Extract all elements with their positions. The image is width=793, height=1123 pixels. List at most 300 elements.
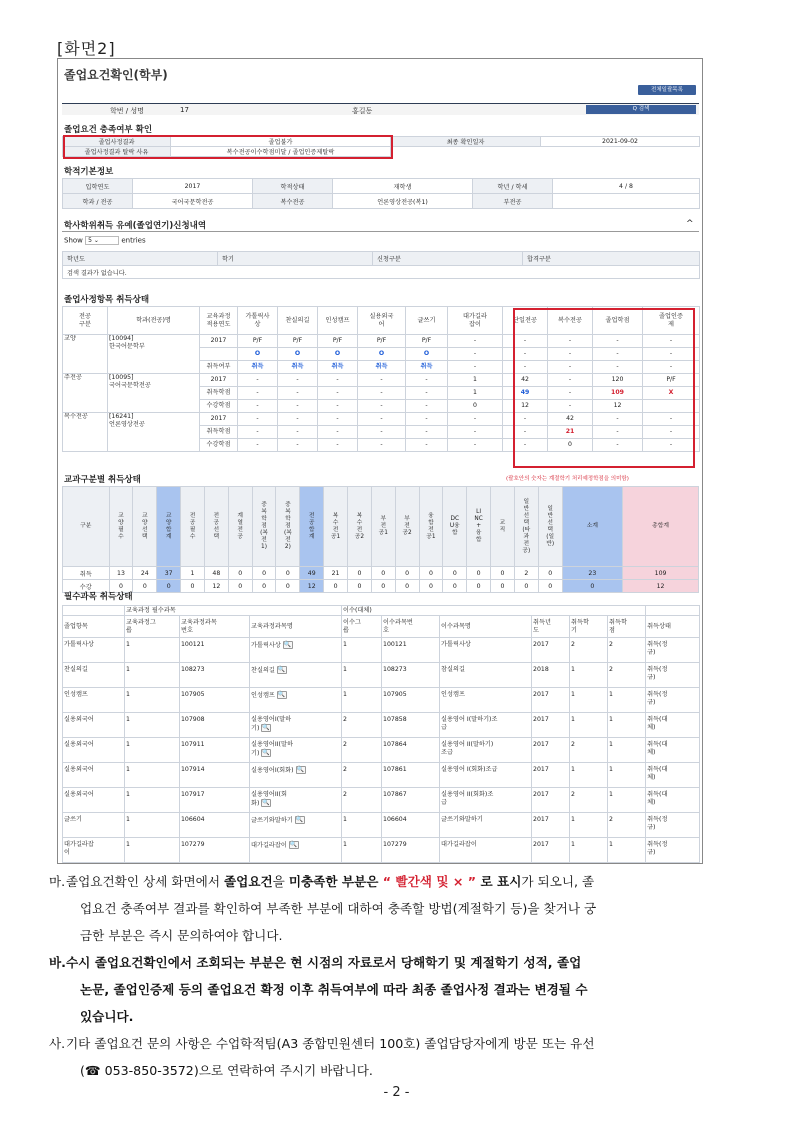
status-cell: P/F — [406, 335, 448, 348]
note-ma-text-a: 졸업요건확인 상세 화면에서 — [66, 874, 224, 889]
table-header-cell: 교육과정그 룹 — [125, 616, 180, 638]
status-cell: - — [406, 439, 448, 452]
status-cell: - — [238, 374, 278, 387]
status-cell: 2017 — [200, 413, 238, 426]
required-cell: 취득(정 규) — [646, 688, 700, 713]
grade-label: 학년 / 학세 — [473, 179, 553, 194]
status-cell: - — [643, 426, 700, 439]
required-cell: 2017 — [532, 763, 570, 788]
section-dept: [10094] 한국어문학부 — [108, 335, 200, 374]
table-header-cell: 졸업인증 제 — [643, 307, 700, 335]
search-label: 학번 / 성명 — [110, 107, 144, 115]
course-name: 가톨릭사상 — [251, 642, 281, 649]
category-cell: 49 — [300, 567, 324, 580]
required-cell: 실용영어 II(말하기) 조급 — [440, 738, 532, 763]
note-ba-line3: 있습니다. — [80, 1009, 134, 1024]
required-cell: 1 — [125, 763, 180, 788]
status-cell: 수강학점 — [200, 400, 238, 413]
required-cell: 106604 — [382, 813, 440, 838]
required-cell: 2 — [608, 663, 646, 688]
category-cell: 109 — [623, 567, 699, 580]
status-cell: - — [503, 439, 548, 452]
status-cell: - — [278, 374, 318, 387]
required-cell: 취득(정 규) — [646, 638, 700, 663]
minor-label: 부전공 — [473, 194, 553, 209]
required-cell: 가톨릭사상 — [63, 638, 125, 663]
required-cell: 107279 — [382, 838, 440, 863]
status-cell: - — [643, 335, 700, 348]
table-row — [63, 713, 700, 738]
required-cell: 실용외국어 — [63, 738, 125, 763]
note-ba-line1: 수시 졸업요건확인에서 조회되는 부분은 현 시점의 자료로서 당해학기 및 계절학기 성적, 졸업 — [66, 955, 582, 970]
table-header-cell: 교 양 필 수 — [109, 487, 133, 567]
status-cell: - — [548, 361, 593, 374]
table-header-cell: 교 양 합 계 — [157, 487, 181, 567]
category-cell: 2 — [514, 567, 538, 580]
note-sa-line2: (☎ 053-850-3572)으로 연락하여 주시기 바랍니다. — [80, 1063, 373, 1078]
required-cell: 취득(정 규) — [646, 663, 700, 688]
note-ma-text-c: 을 — [272, 874, 289, 889]
required-cell: 107914 — [180, 763, 250, 788]
date-value: 2021-09-02 — [541, 137, 700, 147]
search-icon[interactable]: 🔍 — [283, 641, 292, 648]
table-header-cell: 가톨릭사 상 — [238, 307, 278, 335]
required-cell: 107905 — [180, 688, 250, 713]
required-cell: 1 — [570, 688, 608, 713]
entries-select[interactable]: 5 ⌄ — [85, 236, 119, 245]
student-no-input[interactable]: 17 — [180, 106, 189, 114]
date-label: 최종 확인일자 — [391, 137, 541, 147]
status-cell: - — [318, 374, 358, 387]
highlight-box-result — [63, 135, 393, 159]
search-icon[interactable]: 🔍 — [262, 723, 270, 731]
course-name: 찬실의길 — [251, 667, 275, 674]
category-cell: 0 — [133, 580, 157, 593]
status-cell: - — [358, 413, 406, 426]
required-cell: 1 — [608, 838, 646, 863]
list-all-button[interactable]: 전체일괄목록 — [638, 85, 696, 95]
screenshot-frame — [57, 58, 703, 864]
table-header-cell: 교 양 선 택 — [133, 487, 157, 567]
required-cell: 108273 — [382, 663, 440, 688]
status-cell: - — [318, 439, 358, 452]
table-header-cell: 취득년 도 — [532, 616, 570, 638]
table-header-cell: 취득학 기 — [570, 616, 608, 638]
required-cell — [250, 763, 342, 788]
table-header-cell — [63, 606, 125, 616]
extension-header-row — [63, 252, 700, 266]
category-cell: 취득 — [63, 567, 110, 580]
required-cell: 2017 — [532, 688, 570, 713]
page-title: 졸업요건확인(학부) — [64, 68, 168, 82]
required-cell: 대가길라잡 이 — [63, 838, 125, 863]
table-row — [63, 688, 700, 713]
note-ma-line2: 업요건 충족여부 결과를 확인하여 부족한 부분에 대하여 충족할 방법(계절학기 등)을 찾거나 궁 — [80, 901, 597, 916]
status-cell: - — [503, 426, 548, 439]
table-header-cell: 계 열 전 공 — [228, 487, 252, 567]
status-cell: 취득학점 — [200, 387, 238, 400]
status-cell: 취득 — [358, 361, 406, 374]
reason-value: 복수전공이수학점미달 / 졸업인증제탈락 — [171, 147, 391, 157]
status-cell: - — [406, 413, 448, 426]
status-cell: P/F — [358, 335, 406, 348]
table-header-cell: 단일전공 — [503, 307, 548, 335]
category-cell: 0 — [252, 567, 276, 580]
table-header-cell: 소계 — [562, 487, 623, 567]
status-label: 학적상태 — [253, 179, 333, 194]
search-icon[interactable]: 🔍 — [289, 841, 298, 848]
search-icon[interactable]: 🔍 — [262, 798, 270, 806]
category-cell: 0 — [538, 567, 562, 580]
course-name: 실용영어II(말하 기) — [251, 741, 293, 757]
result-label: 졸업사정결과 — [63, 137, 171, 147]
category-cell: 48 — [204, 567, 228, 580]
required-cell: 1 — [608, 788, 646, 813]
required-cell: 실용영어 I(회화)조급 — [440, 763, 532, 788]
status-cell: 0 — [548, 439, 593, 452]
note-sa-line1: 기타 졸업요건 문의 사항은 수업학적팀(A3 종합민원센터 100호) 졸업담당자에게 방문 또는 유선 — [66, 1036, 595, 1051]
status-cell: - — [358, 400, 406, 413]
required-cell: 취득(대 체) — [646, 763, 700, 788]
table-header-cell: 전공 구분 — [63, 307, 108, 335]
required-cell: 2 — [342, 738, 382, 763]
status-cell: - — [238, 400, 278, 413]
required-cell: 107858 — [382, 713, 440, 738]
table-header-row — [63, 487, 699, 567]
table-row — [63, 838, 700, 863]
entry-year: 2017 — [133, 179, 253, 194]
student-name-input[interactable]: 홍길동 — [352, 107, 373, 115]
category-cell: 12 — [623, 580, 699, 593]
status-cell: 취득 — [318, 361, 358, 374]
table-header-cell: 전 공 합 계 — [300, 487, 324, 567]
note-ma-text-f: 로 표시 — [476, 874, 522, 889]
status-cell: - — [358, 387, 406, 400]
entries-value: 5 — [88, 237, 92, 244]
entries-label: entries — [121, 236, 146, 245]
category-cell: 0 — [419, 567, 443, 580]
required-cell: 1 — [570, 763, 608, 788]
status: 재학생 — [333, 179, 473, 194]
required-cell — [250, 838, 342, 863]
table-header-cell: 이수과목번 호 — [382, 616, 440, 638]
required-cell: 실용영어 II(회화)조 급 — [440, 788, 532, 813]
result-value: 졸업불가 — [171, 137, 391, 147]
table-header-cell: 교육과정과목명 — [250, 616, 342, 638]
required-cell: 2 — [342, 713, 382, 738]
search-icon[interactable]: 🔍 — [296, 766, 304, 773]
table-header-cell: 이수그 룹 — [342, 616, 382, 638]
highlight-box-status — [513, 308, 695, 468]
required-cell: 2 — [570, 638, 608, 663]
category-note: (괄호안의 숫자는 계절학기 처리예정학점을 의미함) — [506, 476, 629, 482]
required-cell: 1 — [125, 813, 180, 838]
required-cell: 107917 — [180, 788, 250, 813]
course-name: 글쓰기와말하기 — [251, 817, 293, 824]
required-cell: 1 — [342, 838, 382, 863]
status-cell: - — [548, 348, 593, 361]
required-cell: 취득(정 규) — [646, 838, 700, 863]
section-type: 교양 — [63, 335, 108, 374]
major-label: 학과 / 전공 — [63, 194, 133, 209]
status-cell: 49 — [503, 387, 548, 400]
required-cell: 107279 — [180, 838, 250, 863]
category-cell: 0 — [491, 580, 515, 593]
category-cell: 0 — [228, 580, 252, 593]
status-cell: - — [448, 439, 503, 452]
required-cell: 2017 — [532, 788, 570, 813]
status-cell: - — [318, 387, 358, 400]
required-cell: 100121 — [382, 638, 440, 663]
table-row — [63, 788, 700, 813]
category-cell: 0 — [491, 567, 515, 580]
status-cell: 21 — [548, 426, 593, 439]
required-cell: 1 — [125, 738, 180, 763]
required-cell: 1 — [125, 713, 180, 738]
note-sa-marker: 사. — [49, 1036, 66, 1051]
status-cell: - — [448, 426, 503, 439]
status-cell: - — [643, 361, 700, 374]
required-cell: 2017 — [532, 838, 570, 863]
status-cell: P/F — [238, 335, 278, 348]
category-cell: 12 — [300, 580, 324, 593]
required-cell: 2017 — [532, 813, 570, 838]
section-type: 주전공 — [63, 374, 108, 413]
required-cell: 1 — [125, 663, 180, 688]
note-ma-text-g: 가 되오니, 졸 — [521, 874, 595, 889]
search-icon[interactable]: 🔍 — [295, 816, 304, 823]
status-cell: - — [548, 374, 593, 387]
required-cell: 2 — [342, 763, 382, 788]
required-cell: 글쓰기와말하기 — [440, 813, 532, 838]
required-cell: 2017 — [532, 638, 570, 663]
table-header-cell: 실용외국 어 — [358, 307, 406, 335]
status-cell: - — [643, 348, 700, 361]
required-cell: 107867 — [382, 788, 440, 813]
required-cell: 1 — [608, 713, 646, 738]
category-cell: 0 — [538, 580, 562, 593]
note-sa — [49, 1030, 736, 1084]
table-header-cell: 전 공 선 택 — [204, 487, 228, 567]
note-ma-marker: 마. — [49, 874, 66, 889]
category-title: 교과구분별 취득상태 — [64, 475, 141, 485]
required-cell: 107911 — [180, 738, 250, 763]
status-cell: P/F — [643, 374, 700, 387]
table-header-cell: 부 전 공2 — [395, 487, 419, 567]
basic-table — [62, 178, 700, 209]
required-cell: 1 — [342, 688, 382, 713]
category-cell: 0 — [395, 567, 419, 580]
group-header: 이수(대체) — [342, 606, 646, 616]
table-header-cell: 취득학 점 — [608, 616, 646, 638]
extension-table — [62, 251, 700, 279]
note-ma-line3: 금한 부분은 즉시 문의하여야 합니다. — [80, 928, 283, 943]
required-cell: 1 — [608, 738, 646, 763]
search-button[interactable]: Q 검색 — [586, 105, 696, 114]
status-cell: - — [503, 335, 548, 348]
empty-message: 검색 결과가 없습니다. — [63, 266, 700, 279]
search-bar — [62, 103, 699, 115]
required-cell: 가톨릭사상 — [440, 638, 532, 663]
entry-year-label: 입학연도 — [63, 179, 133, 194]
required-cell — [250, 688, 342, 713]
category-cell: 0 — [347, 580, 371, 593]
required-cell: 실용영어 I(말하기)조 급 — [440, 713, 532, 738]
table-header-cell: 복수전공 — [548, 307, 593, 335]
required-cell: 실용외국어 — [63, 713, 125, 738]
status-cell: 12 — [503, 400, 548, 413]
show-label: Show — [64, 236, 83, 245]
required-cell — [250, 663, 342, 688]
required-cell: 1 — [570, 838, 608, 863]
table-row — [63, 580, 699, 593]
table-header-cell: LI NC + 융 합 — [467, 487, 491, 567]
extension-title: 학사학위취득 유예(졸업연기)신청내역 — [64, 221, 207, 231]
category-cell: 0 — [395, 580, 419, 593]
status-cell: - — [643, 413, 700, 426]
table-row — [63, 663, 700, 688]
required-cell: 1 — [342, 663, 382, 688]
status-cell: 0 — [448, 400, 503, 413]
table-header-cell: 교육과정 적용연도 — [200, 307, 238, 335]
search-icon[interactable]: 🔍 — [262, 748, 270, 756]
required-cell: 찬실의길 — [63, 663, 125, 688]
category-cell: 24 — [133, 567, 157, 580]
status-cell: - — [448, 361, 503, 374]
status-cell: - — [318, 413, 358, 426]
required-cell: 107908 — [180, 713, 250, 738]
status-cell: - — [278, 400, 318, 413]
table-header-cell: 일 반 선 택 (일 반) — [538, 487, 562, 567]
category-cell: 0 — [467, 567, 491, 580]
table-header-cell: 대가길라 잡이 — [448, 307, 503, 335]
table-group-row — [63, 606, 700, 616]
required-cell: 1 — [125, 788, 180, 813]
category-cell: 0 — [252, 580, 276, 593]
required-cell: 107864 — [382, 738, 440, 763]
category-cell: 0 — [347, 567, 371, 580]
required-cell: 취득(대 체) — [646, 713, 700, 738]
status-cell: 수강학점 — [200, 439, 238, 452]
required-cell: 글쓰기 — [63, 813, 125, 838]
status-cell: X — [643, 387, 700, 400]
course-name: 실용영어II(회 화) — [251, 791, 287, 807]
status-cell: - — [593, 413, 643, 426]
table-header-cell: 총합계 — [623, 487, 699, 567]
status-cell: - — [278, 413, 318, 426]
category-cell: 0 — [228, 567, 252, 580]
table-header-cell: 중 복 학 점 (복 전 2) — [276, 487, 300, 567]
required-cell: 1 — [342, 813, 382, 838]
table-header-cell: 이수과목명 — [440, 616, 532, 638]
note-ma-text-b: 졸업요건 — [224, 874, 273, 889]
required-cell: 실용외국어 — [63, 763, 125, 788]
required-cell: 인성캠프 — [440, 688, 532, 713]
status-cell: - — [406, 426, 448, 439]
table-header-cell: 구분 — [63, 487, 110, 567]
category-cell: 0 — [419, 580, 443, 593]
status-cell: - — [278, 439, 318, 452]
status-cell: 1 — [448, 387, 503, 400]
status-cell: 2017 — [200, 335, 238, 348]
status-cell: - — [318, 426, 358, 439]
category-cell: 12 — [204, 580, 228, 593]
category-cell: 0 — [514, 580, 538, 593]
status-cell: O — [238, 348, 278, 361]
status-cell: 취득여부 — [200, 361, 238, 374]
double-major-label: 복수전공 — [253, 194, 333, 209]
required-cell: 1 — [608, 763, 646, 788]
status-cell: - — [548, 400, 593, 413]
section-type: 복수전공 — [63, 413, 108, 452]
table-header-cell — [646, 606, 700, 616]
required-cell: 2018 — [532, 663, 570, 688]
collapse-icon[interactable]: ^ — [686, 219, 694, 229]
required-cell: 1 — [125, 838, 180, 863]
status-cell: O — [318, 348, 358, 361]
required-cell: 107861 — [382, 763, 440, 788]
note-ba-line2: 논문, 졸업인증제 등의 졸업요건 확정 이후 취득여부에 따라 최종 졸업사정 결과는 변경될 수 — [80, 982, 588, 997]
category-cell: 0 — [467, 580, 491, 593]
status-cell: - — [278, 387, 318, 400]
table-header-cell: 신청구분 — [373, 252, 523, 266]
table-header-cell: 찬실의길 — [278, 307, 318, 335]
table-row — [63, 763, 700, 788]
table-header-cell: 학기 — [218, 252, 373, 266]
required-cell: 취득(대 체) — [646, 788, 700, 813]
status-cell: 120 — [593, 374, 643, 387]
table-header-cell: 글쓰기 — [406, 307, 448, 335]
required-cell: 취득(대 체) — [646, 738, 700, 763]
status-cell: - — [643, 439, 700, 452]
table-row — [63, 813, 700, 838]
course-name: 실용영어I(말하 기) — [251, 716, 292, 732]
status-cell: - — [448, 348, 503, 361]
minor — [553, 194, 700, 209]
status-cell: 취득 — [278, 361, 318, 374]
required-cell — [250, 638, 342, 663]
table-header-cell: 학년도 — [63, 252, 218, 266]
table-header-cell: 인성캠프 — [318, 307, 358, 335]
category-cell: 13 — [109, 567, 133, 580]
required-cell: 1 — [125, 688, 180, 713]
search-icon[interactable]: 🔍 — [277, 666, 286, 673]
table-header-cell: 학과(전공)명 — [108, 307, 200, 335]
category-cell: 23 — [562, 567, 623, 580]
table-row — [63, 567, 699, 580]
status-cell: 42 — [548, 413, 593, 426]
status-cell: 취득 — [406, 361, 448, 374]
course-name: 실용영어I(회화) — [251, 767, 294, 774]
required-title: 필수과목 취득상태 — [64, 592, 133, 602]
status-cell: - — [406, 400, 448, 413]
required-cell: 1 — [570, 713, 608, 738]
required-cell: 108273 — [180, 663, 250, 688]
required-cell: 2 — [570, 788, 608, 813]
search-icon[interactable]: 🔍 — [277, 691, 286, 698]
page-number: - 2 - — [383, 1085, 410, 1100]
status-cell: - — [238, 413, 278, 426]
table-header-cell: 졸업학점 — [593, 307, 643, 335]
status-cell: - — [278, 426, 318, 439]
status-cell: 취득 — [238, 361, 278, 374]
table-header-cell: 교육과정과목 번호 — [180, 616, 250, 638]
status-cell: - — [548, 335, 593, 348]
category-cell: 0 — [562, 580, 623, 593]
table-header-cell: 졸업항목 — [63, 616, 125, 638]
screen-label: [화면2] — [57, 39, 116, 58]
required-cell: 106604 — [180, 813, 250, 838]
